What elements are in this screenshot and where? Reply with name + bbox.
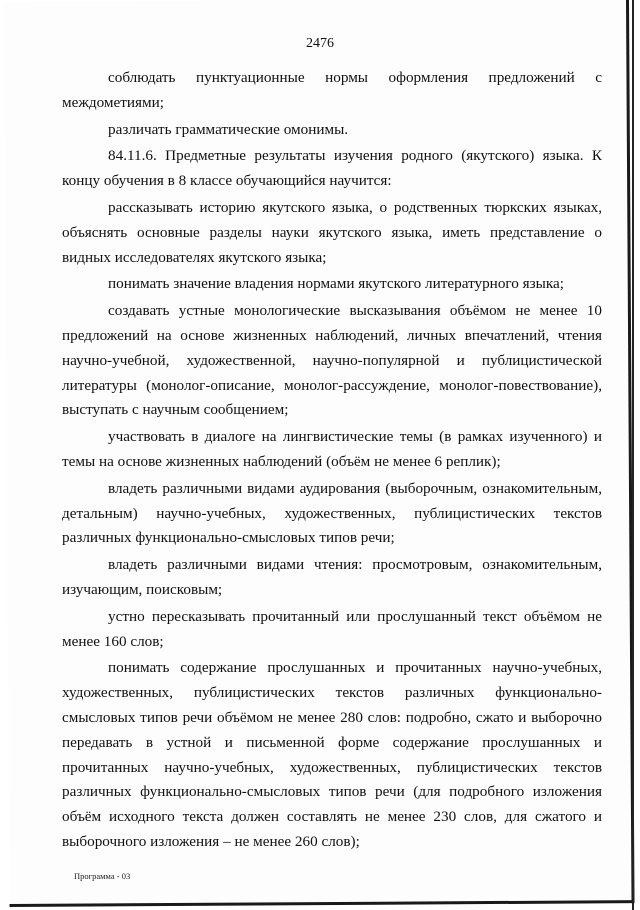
document-body bbox=[62, 66, 602, 855]
paragraph: владеть различными видами чтения: просмотровым, ознакомительным, изучающим, поисковым; bbox=[62, 556, 602, 598]
paragraph: создавать устные монологические высказывания объёмом не менее 10 предложений на основе жизненных наблюдений, личных впечатлений, чтения научно-учебной, художественной, научно-популярной и публицистической литературы (монолог-описание, монолог-рассуждение, монолог-повествование), выступать с научным сообщением; bbox=[62, 302, 602, 419]
paragraph: различать грамматические омонимы. bbox=[108, 120, 349, 138]
page-number: 2476 bbox=[306, 36, 334, 51]
paragraph: рассказывать историю якутского языка, о родственных тюркских языках, объяснять основные разделы науки якутского языка, иметь представление о видных исследователях якутского языка; bbox=[62, 198, 602, 266]
paragraph: 84.11.6. Предметные результаты изучения родного (якутского) языка. К концу обучения в 8 классе обучающийся научится: bbox=[62, 147, 602, 190]
paragraph: владеть различными видами аудирования (выборочным, ознакомительным, детальным) научно-учебных, художественных, публицистических текстов различных функционально-смысловых типов речи; bbox=[62, 479, 602, 547]
paragraph: понимать значение владения нормами якутского литературного языка; bbox=[108, 275, 564, 293]
scan-edge bbox=[632, 0, 634, 910]
footer-program-label: Программа - 03 bbox=[74, 871, 131, 881]
paragraph: соблюдать пунктуационные нормы оформления предложений с междометиями; bbox=[62, 69, 602, 111]
paragraph: устно пересказывать прочитанный или прослушанный текст объёмом не менее 160 слов; bbox=[62, 607, 602, 650]
paragraph: участвовать в диалоге на лингвистические темы (в рамках изученного) и темы на основе жизненных наблюдений (объём не менее 6 реплик); bbox=[62, 428, 602, 470]
paragraph: понимать содержание прослушанных и прочитанных научно-учебных, художественных, публицистических текстов различных функционально-смысловых типов речи объёмом не менее 280 слов: подробно, сжато и выборочно передавать в устной и письменной форме содержание прослушанных и прочитанных научно-учебных, художественных, публицистических текстов различных функционально-смысловых типов речи (для подробного изложения объём исходного текста должен составлять не менее 230 слов, для сжатого и выборочного изложения – не менее 260 слов); bbox=[62, 659, 602, 850]
